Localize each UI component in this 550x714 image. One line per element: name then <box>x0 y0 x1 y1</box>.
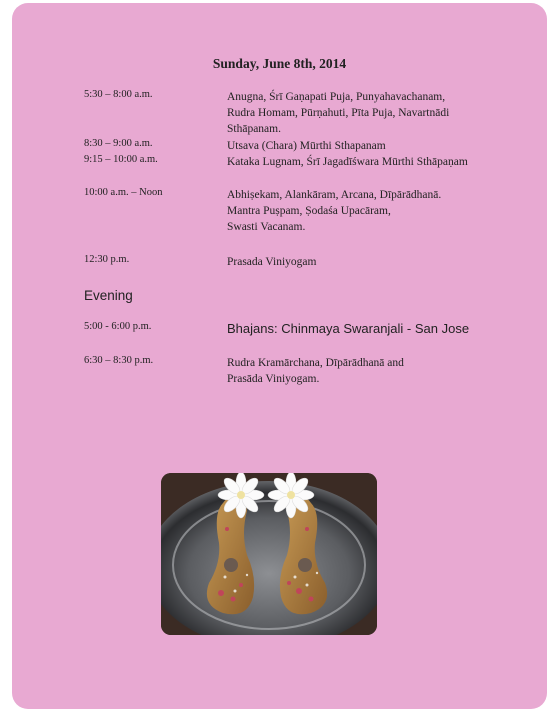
description-line: Rudra Kramārchana, Dīpārādhanā and <box>227 357 404 369</box>
description-line: Prasada Viniyogam <box>227 256 317 268</box>
schedule-description <box>227 89 537 137</box>
schedule-time: 10:00 a.m. – Noon <box>84 187 163 198</box>
description-line: Abhiṣekam, Alankāram, Arcana, Dīpārādhanā. <box>227 189 442 201</box>
description-line: Swasti Vacanam. <box>227 221 306 233</box>
schedule-description <box>227 154 537 170</box>
schedule-description <box>227 321 537 337</box>
description-line: Mantra Puṣpam, Ṣodaśa Upacāram, <box>227 205 391 217</box>
schedule-description <box>227 187 537 235</box>
padukas-on-plate-icon <box>161 473 377 635</box>
schedule-time: 12:30 p.m. <box>84 254 130 265</box>
schedule-time: 8:30 – 9:00 a.m. <box>84 138 153 149</box>
description-line: Anugna, Śrī Gaṇapati Puja, Punyahavachanam, <box>227 91 446 103</box>
schedule-description <box>227 138 537 154</box>
schedule-description <box>227 355 537 387</box>
program-page <box>12 3 547 709</box>
description-line: Prasāda Viniyogam. <box>227 373 320 385</box>
description-line: Utsava (Chara) Mūrthi Sthapanam <box>227 140 386 152</box>
padukas-photo <box>161 473 377 635</box>
schedule-time: 9:15 – 10:00 a.m. <box>84 154 158 165</box>
schedule-description <box>227 254 537 270</box>
description-line: Rudra Homam, Pūrṇahuti, Pīta Puja, Navartnādi <box>227 107 450 119</box>
description-line: Bhajans: Chinmaya Swaranjali - San Jose <box>227 321 470 336</box>
evening-heading: Evening <box>84 288 133 303</box>
description-line: Kataka Lugnam, Śrī Jagadīśwara Mūrthi Sthāpaṇam <box>227 156 468 168</box>
description-line: Sthāpanam. <box>227 123 281 135</box>
page-title: Sunday, June 8th, 2014 <box>212 56 347 71</box>
schedule-time: 6:30 – 8:30 p.m. <box>84 355 154 366</box>
schedule-time: 5:30 – 8:00 a.m. <box>84 89 153 100</box>
schedule-time: 5:00 - 6:00 p.m. <box>84 321 152 332</box>
